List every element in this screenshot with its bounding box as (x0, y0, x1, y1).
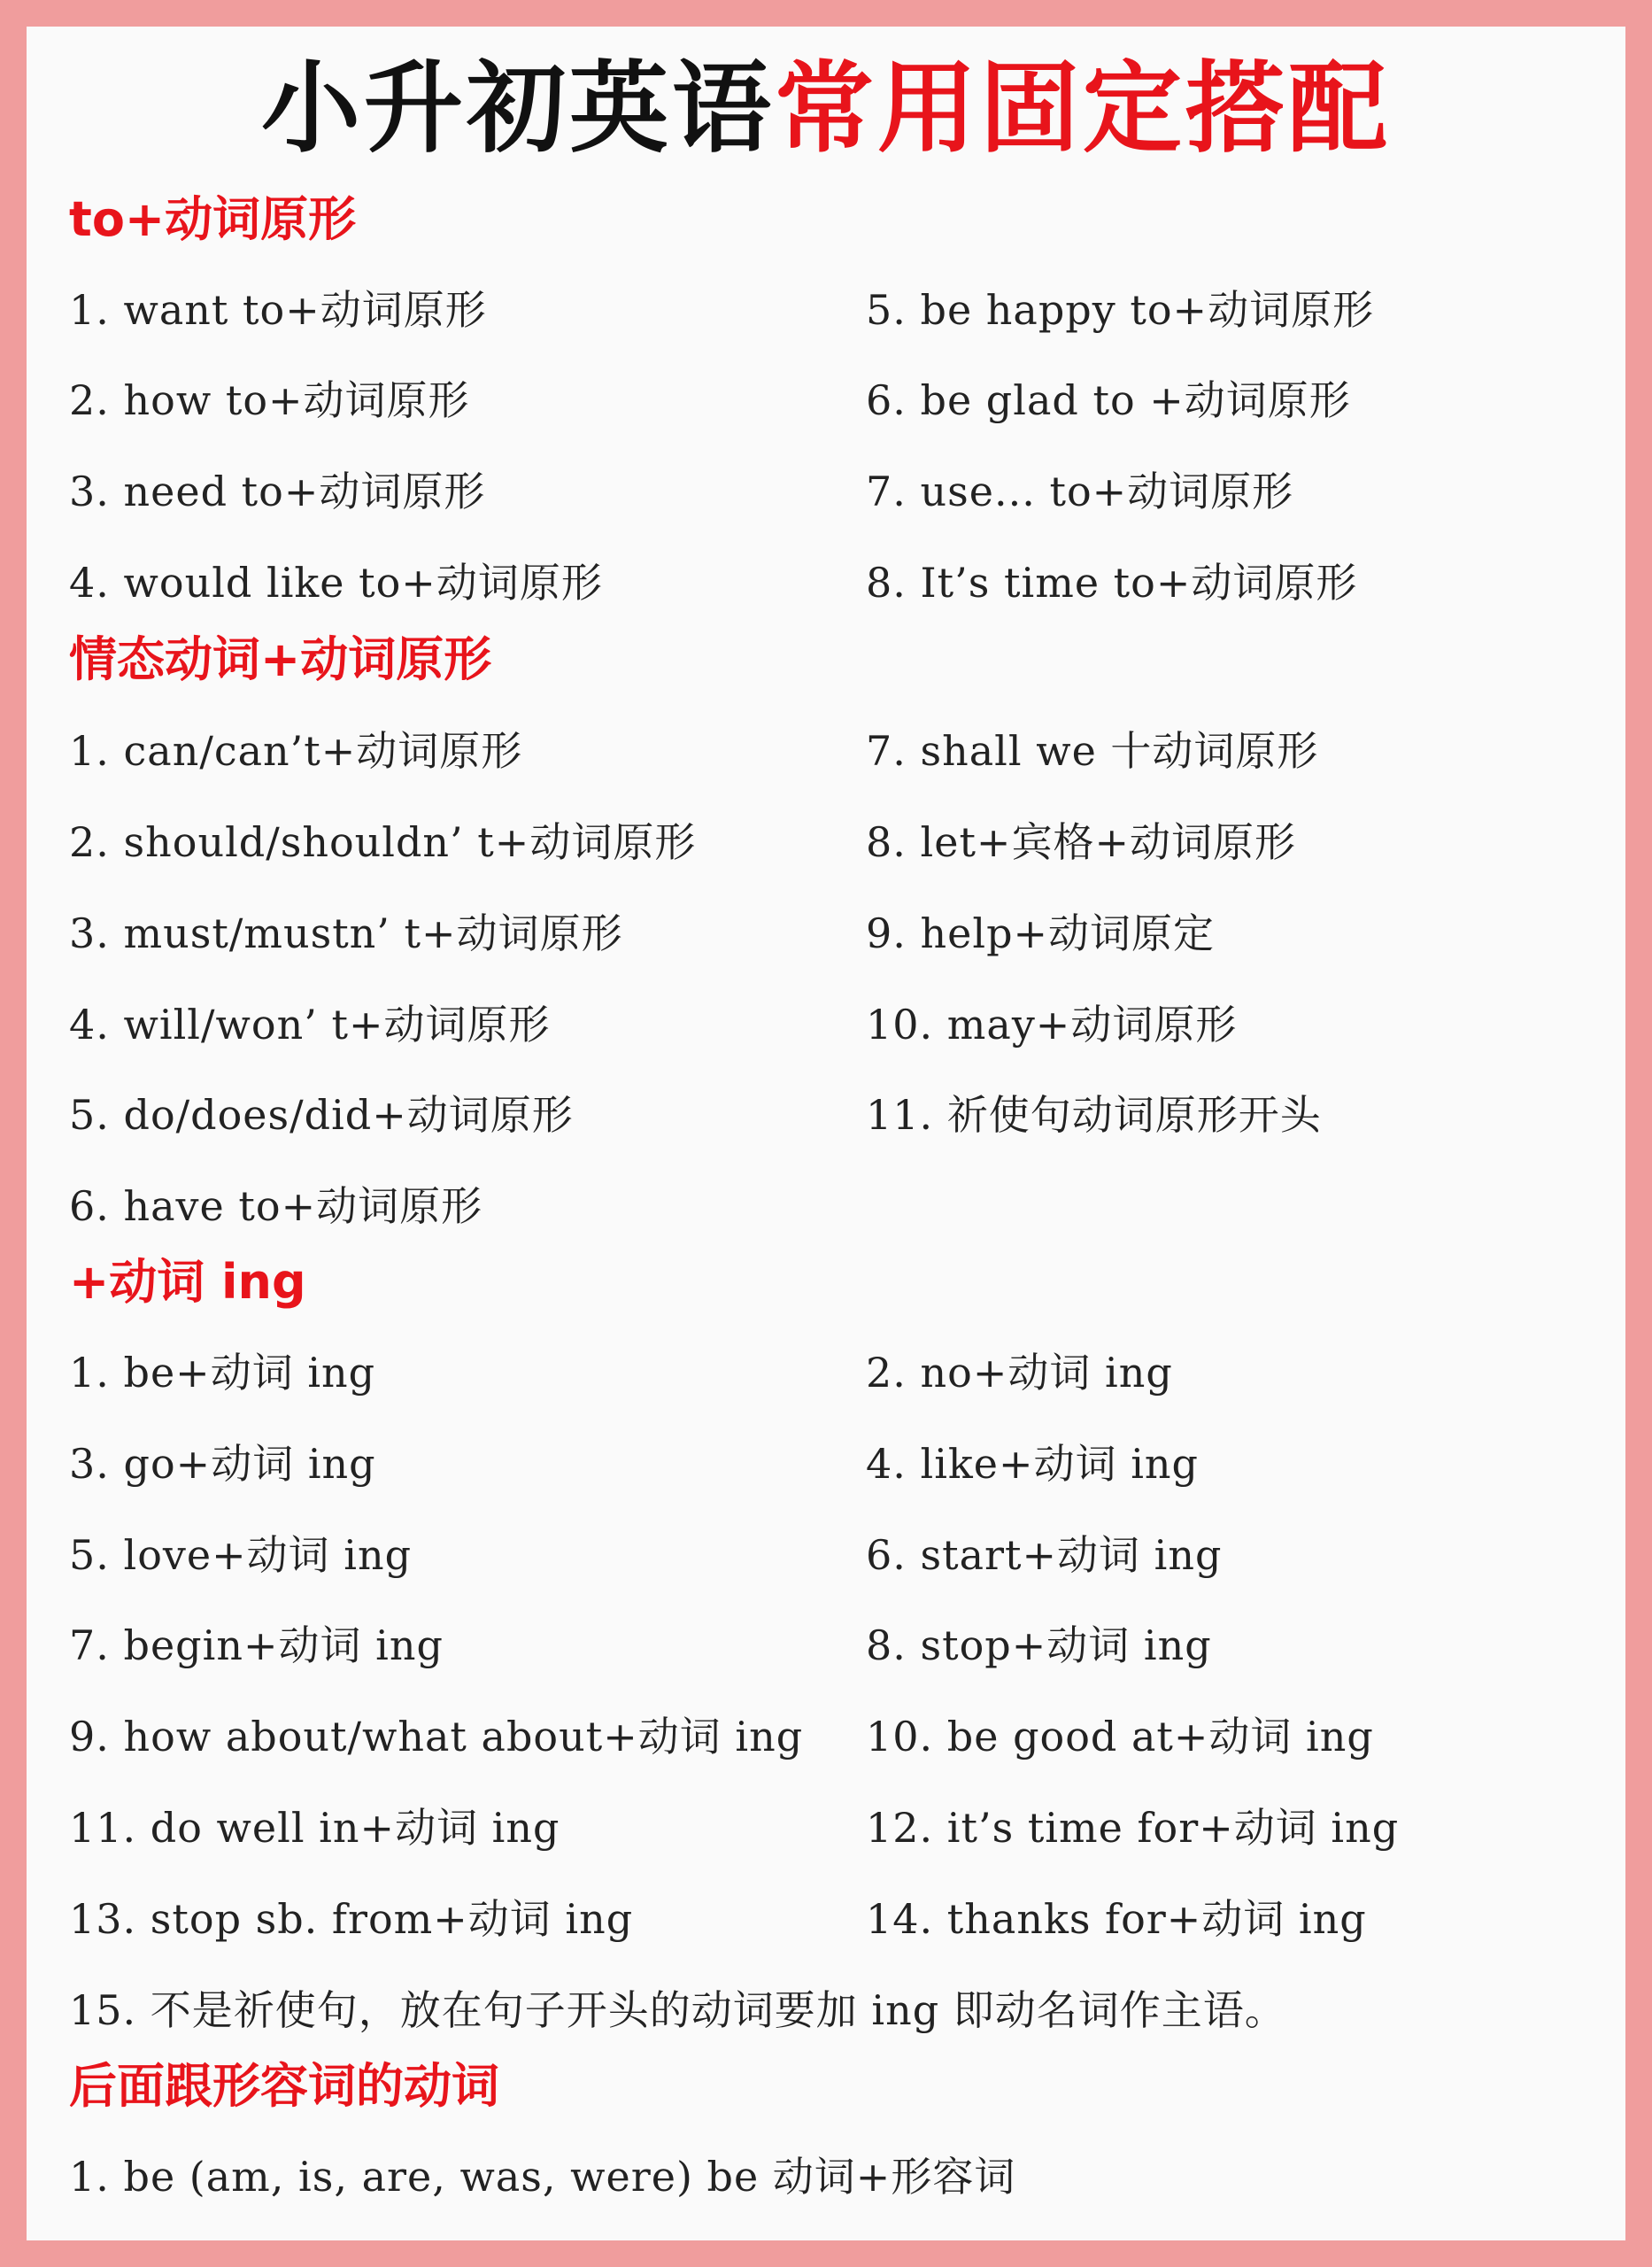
list-item: 5. be happy to+动词原形 (866, 286, 1375, 334)
list-item: 8. stop+动词 ing (866, 1621, 1212, 1669)
title-part-black: 小升初英语 (261, 51, 775, 166)
list-item: 11. do well in+动词 ing (69, 1804, 560, 1852)
list-item: 6. start+动词 ing (866, 1531, 1223, 1579)
list-item: 7. begin+动词 ing (69, 1621, 444, 1669)
list-item: 3. need to+动词原形 (69, 468, 486, 515)
list-item: 4. will/won’ t+动词原形 (69, 1001, 551, 1048)
list-item: 7. shall we 十动词原形 (866, 727, 1319, 775)
list-item: 1. want to+动词原形 (69, 286, 487, 334)
list-item: 4. would like to+动词原形 (69, 559, 603, 607)
section-heading: +动词 ing (69, 1254, 306, 1310)
title-part-red: 常用固定搭配 (775, 51, 1391, 166)
list-item: 9. how about/what about+动词 ing (69, 1713, 804, 1760)
list-item: 2. should/shouldn’ t+动词原形 (69, 818, 697, 866)
list-item: 6. have to+动词原形 (69, 1182, 483, 1230)
list-item: 7. use... to+动词原形 (866, 468, 1294, 515)
list-item: 8. It’s time to+动词原形 (866, 559, 1358, 607)
page-title (27, 43, 1625, 175)
section-heading: 后面跟形容词的动词 (69, 2058, 499, 2114)
list-item: 10. may+动词原形 (866, 1001, 1238, 1048)
list-item: 5. love+动词 ing (69, 1531, 413, 1579)
list-item: 4. like+动词 ing (866, 1440, 1199, 1488)
list-item: 9. help+动词原定 (866, 909, 1216, 957)
list-item: 3. must/mustn’ t+动词原形 (69, 909, 623, 957)
list-item-full: 1. be (am, is, are, was, were) be 动词+形容词 (69, 2153, 1016, 2201)
list-item: 14. thanks for+动词 ing (866, 1895, 1367, 1943)
list-item: 6. be glad to +动词原形 (866, 376, 1351, 424)
list-item: 5. do/does/did+动词原形 (69, 1091, 574, 1139)
section-heading: to+动词原形 (69, 191, 357, 247)
list-item: 1. be+动词 ing (69, 1349, 376, 1397)
list-item: 2. how to+动词原形 (69, 376, 470, 424)
list-item: 8. let+宾格+动词原形 (866, 818, 1297, 866)
list-item: 11. 祈使句动词原形开头 (866, 1091, 1322, 1139)
list-item-full: 15. 不是祈使句，放在句子开头的动词要加 ing 即动名词作主语。 (69, 1986, 1286, 2034)
section-heading: 情态动词+动词原形 (69, 631, 492, 687)
list-item: 3. go+动词 ing (69, 1440, 376, 1488)
list-item: 2. no+动词 ing (866, 1349, 1173, 1397)
document-page (27, 27, 1625, 2240)
list-item: 12. it’s time for+动词 ing (866, 1804, 1400, 1852)
list-item: 1. can/can’t+动词原形 (69, 727, 523, 775)
list-item: 13. stop sb. from+动词 ing (69, 1895, 634, 1943)
list-item: 10. be good at+动词 ing (866, 1713, 1374, 1760)
